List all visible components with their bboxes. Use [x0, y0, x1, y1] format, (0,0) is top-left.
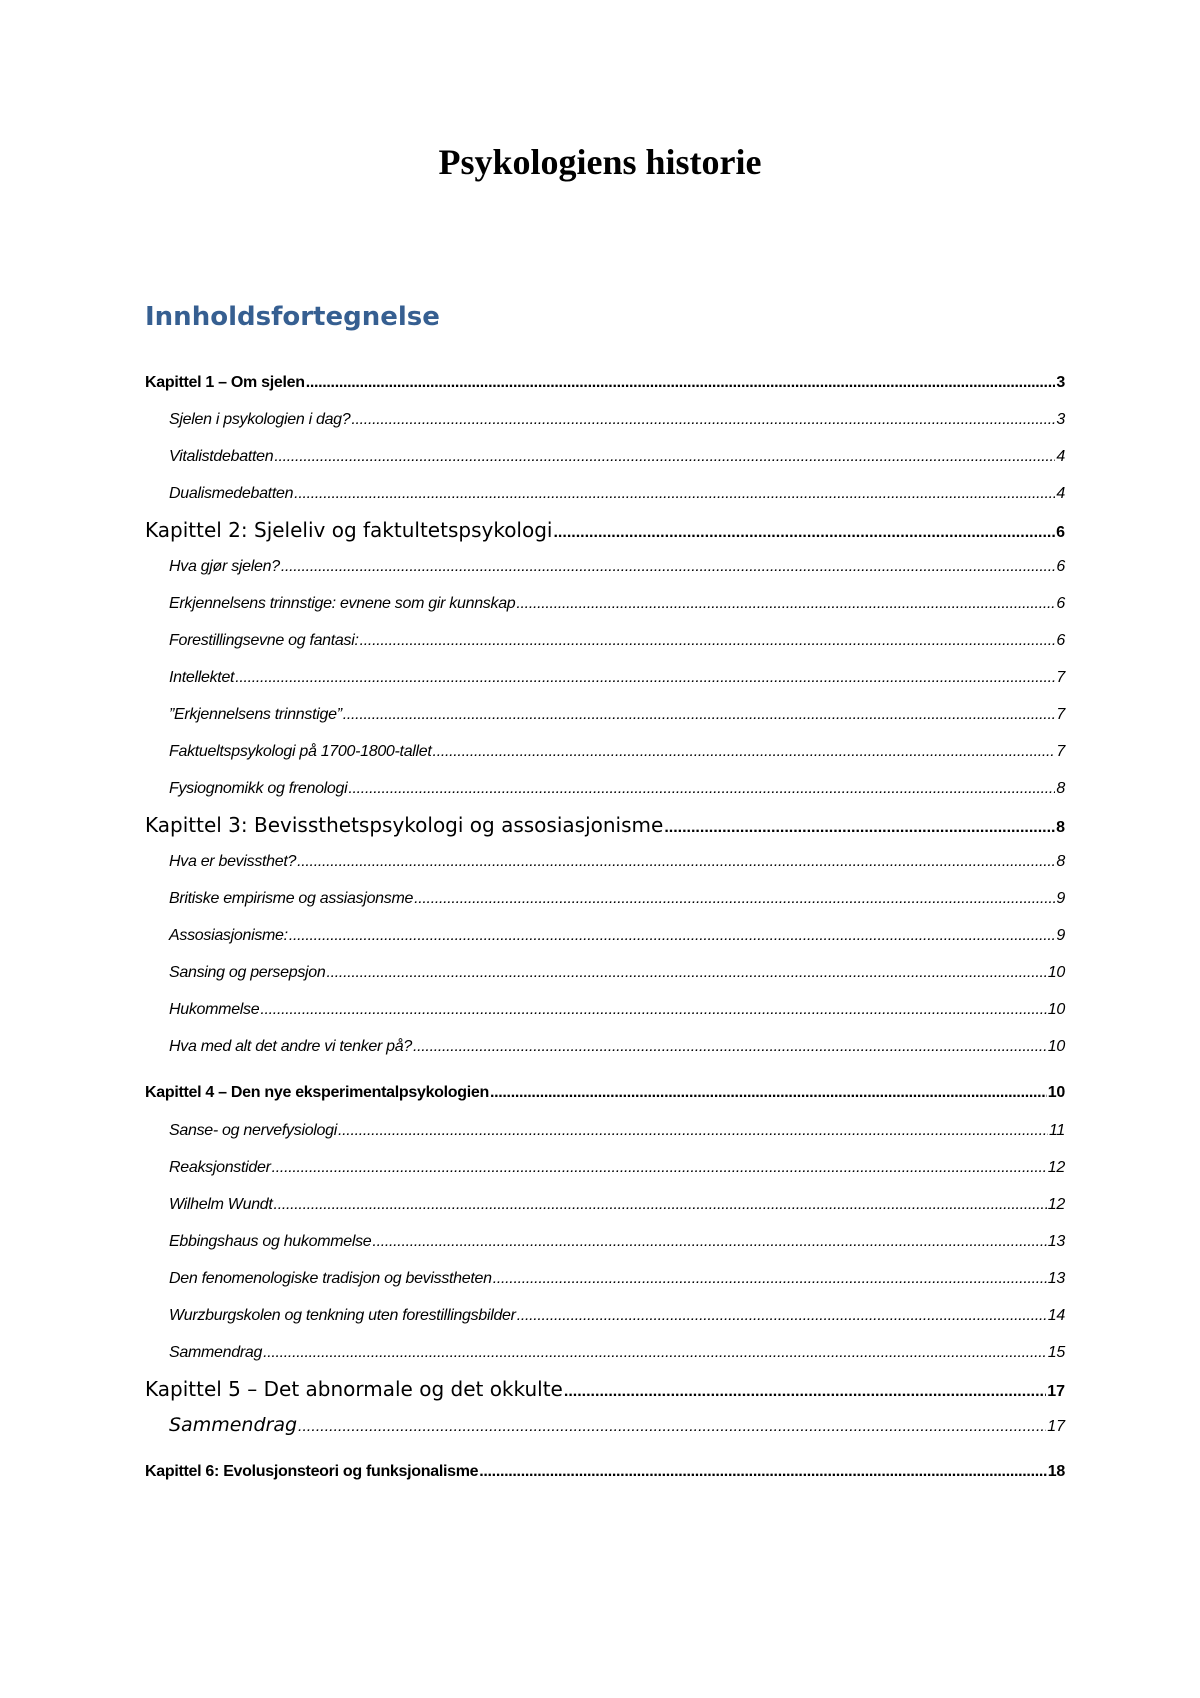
toc-section-entry[interactable] — [169, 593, 1065, 615]
toc-dot-leader — [479, 1461, 1047, 1483]
toc-dot-leader — [343, 704, 1056, 726]
toc-section-entry[interactable] — [169, 1120, 1065, 1142]
toc-dot-leader — [564, 1378, 1046, 1406]
toc-page-number: 8 — [1056, 780, 1065, 797]
toc-dot-leader — [235, 667, 1055, 689]
toc-entry-label: Fysiognomikk og frenologi — [169, 780, 348, 797]
toc-page-number: 14 — [1047, 1307, 1065, 1324]
toc-section-entry[interactable] — [169, 1412, 1065, 1440]
toc-chapter-entry[interactable] — [145, 1082, 1065, 1104]
toc-entry-label: Forestillingsevne og fantasi: — [169, 632, 359, 649]
toc-entry-label: Hukommelse — [169, 1001, 260, 1018]
toc-entry-label: Sanse- og nervefysiologi — [169, 1122, 338, 1139]
toc-entry-label: Wurzburgskolen og tenkning uten forestillingsbilder — [169, 1307, 516, 1324]
toc-section-entry[interactable] — [169, 851, 1065, 873]
toc-entry-label: Hva gjør sjelen? — [169, 558, 280, 575]
toc-page-number: 6 — [1056, 524, 1065, 541]
toc-heading: Innholdsfortegnelse — [145, 302, 440, 332]
toc-section-entry[interactable] — [169, 1194, 1065, 1216]
toc-section-entry[interactable] — [169, 999, 1065, 1021]
toc-entry-label: Hva med alt det andre vi tenker på? — [169, 1038, 412, 1055]
toc-entry-label: Britiske empirisme og assiasjonsme — [169, 890, 414, 907]
toc-entry-label: ”Erkjennelsens trinnstige” — [169, 706, 342, 723]
toc-page-number: 10 — [1047, 1084, 1065, 1101]
toc-dot-leader — [664, 814, 1055, 842]
toc-page-number: 12 — [1047, 1159, 1065, 1176]
toc-page-number: 6 — [1056, 558, 1065, 575]
toc-entry-label: Kapittel 2: Sjeleliv og faktultetspsykologi — [145, 518, 553, 542]
toc-page-number: 15 — [1047, 1344, 1065, 1361]
toc-entry-label: Sansing og persepsjon — [169, 964, 326, 981]
toc-dot-leader — [360, 630, 1056, 652]
toc-page-number: 4 — [1056, 485, 1065, 502]
toc-section-entry[interactable] — [169, 1231, 1065, 1253]
toc-section-entry[interactable] — [169, 556, 1065, 578]
toc-dot-leader — [263, 1342, 1047, 1364]
toc-entry-label: Sammendrag — [169, 1344, 263, 1361]
toc-section-entry[interactable] — [169, 446, 1065, 468]
toc-section-entry[interactable] — [169, 409, 1065, 431]
toc-section-entry[interactable] — [169, 1036, 1065, 1058]
toc-dot-leader — [306, 372, 1056, 394]
toc-dot-leader — [493, 1268, 1047, 1290]
toc-entry-label: Kapittel 4 – Den nye eksperimentalpsykologien — [145, 1084, 489, 1101]
toc-section-entry[interactable] — [169, 1305, 1065, 1327]
toc-dot-leader — [553, 519, 1055, 547]
toc-dot-leader — [348, 778, 1055, 800]
toc-section-entry[interactable] — [169, 667, 1065, 689]
toc-dot-leader — [260, 999, 1046, 1021]
toc-chapter-entry[interactable] — [145, 372, 1065, 394]
toc-entry-label: Reaksjonstider — [169, 1159, 271, 1176]
toc-entry-label: Wilhelm Wundt — [169, 1196, 273, 1213]
document-title: Psykologiens historie — [438, 142, 762, 182]
toc-entry-label: Vitalistdebatten — [169, 448, 274, 465]
toc-page-number: 17 — [1047, 1418, 1065, 1435]
toc-section-entry[interactable] — [169, 1342, 1065, 1364]
toc-dot-leader — [338, 1120, 1048, 1142]
toc-page-number: 10 — [1047, 1038, 1065, 1055]
toc-dot-leader — [517, 1305, 1047, 1327]
toc-page-number: 6 — [1056, 595, 1065, 612]
toc-dot-leader — [294, 483, 1055, 505]
toc-page-number: 10 — [1047, 1001, 1065, 1018]
toc-entry-label: Kapittel 5 – Det abnormale og det okkulte — [145, 1377, 563, 1401]
toc-section-entry[interactable] — [169, 483, 1065, 505]
toc-page-number: 7 — [1056, 669, 1065, 686]
toc-entry-label: Erkjennelsens trinnstige: evnene som gir kunnskap — [169, 595, 516, 612]
toc-dot-leader — [297, 851, 1055, 873]
toc-dot-leader — [490, 1082, 1047, 1104]
toc-page-number: 11 — [1048, 1122, 1065, 1139]
toc-section-entry[interactable] — [169, 741, 1065, 763]
toc-entry-label: Sammendrag — [169, 1414, 298, 1436]
toc-entry-label: Kapittel 3: Bevissthetspsykologi og assosiasjonisme — [145, 813, 664, 837]
toc-page-number: 13 — [1047, 1233, 1065, 1250]
toc-dot-leader — [272, 1157, 1047, 1179]
toc-dot-leader — [433, 741, 1056, 763]
toc-entry-label: Hva er bevissthet? — [169, 853, 297, 870]
toc-page-number: 3 — [1056, 411, 1065, 428]
toc-page-number: 17 — [1047, 1383, 1065, 1400]
toc-chapter-entry[interactable] — [145, 811, 1065, 842]
toc-section-entry[interactable] — [169, 888, 1065, 910]
toc-chapter-entry[interactable] — [145, 516, 1065, 547]
toc-section-entry[interactable] — [169, 925, 1065, 947]
toc-dot-leader — [414, 888, 1055, 910]
toc-dot-leader — [289, 925, 1056, 947]
toc-entry-label: Sjelen i psykologien i dag? — [169, 411, 351, 428]
toc-chapter-entry[interactable] — [145, 1375, 1065, 1406]
toc-page-number: 3 — [1056, 374, 1065, 391]
toc-dot-leader — [372, 1231, 1046, 1253]
toc-page-number: 4 — [1056, 448, 1065, 465]
toc-dot-leader — [351, 409, 1055, 431]
toc-entry-label: Kapittel 1 – Om sjelen — [145, 374, 305, 391]
toc-section-entry[interactable] — [169, 1268, 1065, 1290]
toc-dot-leader — [516, 593, 1055, 615]
toc-section-entry[interactable] — [169, 630, 1065, 652]
toc-page-number: 7 — [1056, 706, 1065, 723]
toc-page-number: 18 — [1047, 1463, 1065, 1480]
toc-page-number: 8 — [1056, 819, 1065, 836]
toc-page-number: 9 — [1056, 890, 1065, 907]
toc-page-number: 13 — [1047, 1270, 1065, 1287]
toc-page-number: 8 — [1056, 853, 1065, 870]
toc-dot-leader — [281, 556, 1056, 578]
toc-entry-label: Assosiasjonisme: — [169, 927, 288, 944]
toc-page-number: 10 — [1047, 964, 1065, 981]
toc-section-entry[interactable] — [169, 1157, 1065, 1179]
toc-entry-label: Ebbingshaus og hukommelse — [169, 1233, 372, 1250]
toc-section-entry[interactable] — [169, 778, 1065, 800]
toc-page-number: 7 — [1056, 743, 1065, 760]
toc-entry-label: Faktueltspsykologi på 1700-1800-tallet — [169, 743, 432, 760]
toc-section-entry[interactable] — [169, 962, 1065, 984]
toc-entry-label: Intellektet — [169, 669, 235, 686]
toc-dot-leader — [326, 962, 1046, 984]
toc-entry-label: Den fenomenologiske tradisjon og bevisstheten — [169, 1270, 492, 1287]
toc-chapter-entry[interactable] — [145, 1461, 1065, 1483]
toc-dot-leader — [274, 1194, 1047, 1216]
toc-entry-label: Kapittel 6: Evolusjonsteori og funksjonalisme — [145, 1463, 479, 1480]
toc-dot-leader — [413, 1036, 1047, 1058]
toc-dot-leader — [298, 1414, 1046, 1440]
toc-section-entry[interactable] — [169, 704, 1065, 726]
toc-page-number: 12 — [1047, 1196, 1065, 1213]
toc-dot-leader — [274, 446, 1055, 468]
toc-entry-label: Dualismedebatten — [169, 485, 294, 502]
toc-page-number: 6 — [1056, 632, 1065, 649]
toc-page-number: 9 — [1056, 927, 1065, 944]
